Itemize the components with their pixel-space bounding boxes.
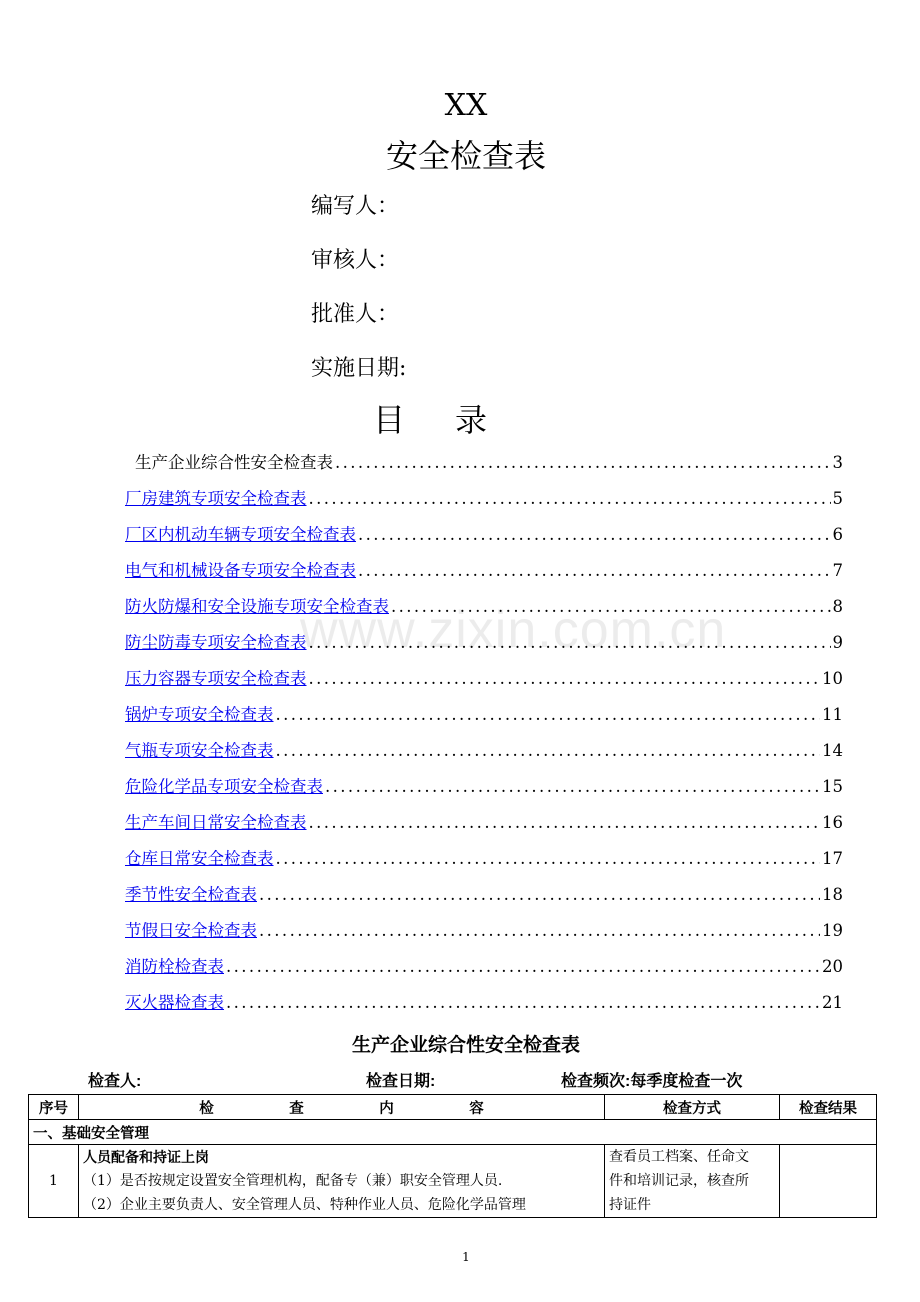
toc-entry[interactable] <box>125 844 843 874</box>
toc-entry[interactable] <box>125 484 843 514</box>
toc-entry-link[interactable]: 厂区内机动车辆专项安全检查表 <box>125 525 356 544</box>
toc-leader-dots <box>276 736 821 766</box>
toc-entry-link[interactable]: 厂房建筑专项安全检查表 <box>125 489 307 508</box>
toc-leader-dots <box>358 556 831 586</box>
item-result[interactable] <box>780 1145 877 1218</box>
toc-entry-link[interactable]: 生产车间日常安全检查表 <box>125 813 307 832</box>
item-content <box>79 1145 605 1218</box>
toc-entry[interactable] <box>125 916 843 946</box>
toc-leader-dots <box>226 952 820 982</box>
check-sheet-title: 生产企业综合性安全检查表 <box>351 1035 580 1056</box>
toc-entry-link[interactable]: 消防栓检查表 <box>125 957 224 976</box>
toc-leader-dots <box>226 988 820 1018</box>
toc-entry-link[interactable]: 气瓶专项安全检查表 <box>125 741 274 760</box>
document-title: 安全检查表 <box>385 137 546 175</box>
toc-page-number: 6 <box>832 525 843 544</box>
toc-entry[interactable] <box>125 808 843 838</box>
item-method <box>605 1145 780 1218</box>
toc-page-number: 10 <box>822 669 843 688</box>
toc-leader-dots <box>276 844 821 874</box>
method-line: 持证件 <box>609 1197 651 1213</box>
page-number: 1 <box>462 1250 470 1264</box>
toc-page-number: 3 <box>832 453 843 472</box>
toc-entry[interactable] <box>125 556 843 586</box>
toc-page-number: 15 <box>822 777 843 796</box>
toc-entry-label: 生产企业综合性安全检查表 <box>135 453 333 472</box>
toc-entry[interactable] <box>125 700 843 730</box>
inspection-date-label: 检查日期: <box>366 1073 436 1090</box>
watermark: www.zixin.com.cn <box>300 601 727 659</box>
toc-entry[interactable] <box>125 988 843 1018</box>
toc-entry <box>135 448 843 478</box>
author-field: 编写人： <box>311 194 400 219</box>
category-label: 一、基础安全管理 <box>29 1120 877 1145</box>
toc-leader-dots <box>259 916 820 946</box>
column-header-method: 检查方式 <box>605 1095 780 1120</box>
method-line: 件和培训记录，核查所 <box>609 1173 749 1189</box>
effective-date-field: 实施日期: <box>311 356 407 381</box>
toc-page-number: 8 <box>832 597 843 616</box>
column-header-no: 序号 <box>29 1095 79 1120</box>
toc-page-number: 14 <box>822 741 843 760</box>
toc-leader-dots <box>358 520 831 550</box>
toc-entry[interactable] <box>125 772 843 802</box>
column-header-result: 检查结果 <box>780 1095 877 1120</box>
toc-entry[interactable] <box>125 520 843 550</box>
toc-page-number: 7 <box>832 561 843 580</box>
toc-leader-dots <box>309 664 821 694</box>
toc-entry-link[interactable]: 压力容器专项安全检查表 <box>125 669 307 688</box>
inspection-frequency-label: 检查频次:每季度检查一次 <box>561 1073 743 1090</box>
toc-entry[interactable] <box>125 880 843 910</box>
reviewer-field: 审核人： <box>311 248 400 273</box>
inspector-label: 检查人: <box>88 1073 142 1090</box>
toc-leader-dots <box>309 484 831 514</box>
toc-leader-dots <box>335 448 831 478</box>
item-line: （2）企业主要负责人、安全管理人员、特种作业人员、危险化学品管理 <box>83 1197 526 1213</box>
toc-page-number: 21 <box>822 993 843 1012</box>
item-line: （1）是否按规定设置安全管理机构，配备专（兼）职安全管理人员. <box>83 1173 503 1189</box>
toc-leader-dots <box>325 772 820 802</box>
company-name: XX <box>444 88 488 123</box>
check-table <box>28 1094 877 1218</box>
table-row <box>29 1145 877 1218</box>
table-header-row <box>29 1095 877 1120</box>
toc-entry-link[interactable]: 防尘防毒专项安全检查表 <box>125 633 307 652</box>
toc-entry[interactable] <box>125 664 843 694</box>
toc-entry[interactable] <box>125 952 843 982</box>
toc-entry-link[interactable]: 危险化学品专项安全检查表 <box>125 777 323 796</box>
toc-page-number: 9 <box>832 633 843 652</box>
column-header-content: 检 查 内 容 <box>79 1095 605 1120</box>
toc-entry-link[interactable]: 仓库日常安全检查表 <box>125 849 274 868</box>
toc-page-number: 20 <box>822 957 843 976</box>
item-title: 人员配备和持证上岗 <box>83 1149 209 1165</box>
toc-leader-dots <box>309 808 821 838</box>
category-row <box>29 1120 877 1145</box>
item-number: 1 <box>29 1145 79 1218</box>
toc-entry-link[interactable]: 锅炉专项安全检查表 <box>125 705 274 724</box>
toc-entry-link[interactable]: 电气和机械设备专项安全检查表 <box>125 561 356 580</box>
toc-leader-dots <box>276 700 821 730</box>
toc-page-number: 18 <box>822 885 843 904</box>
toc-entry-link[interactable]: 季节性安全检查表 <box>125 885 257 904</box>
toc-page-number: 19 <box>822 921 843 940</box>
toc-leader-dots <box>259 880 820 910</box>
toc-entry-link[interactable]: 节假日安全检查表 <box>125 921 257 940</box>
toc-entry-link[interactable]: 防火防爆和安全设施专项安全检查表 <box>125 597 389 616</box>
toc-entry-link[interactable]: 灭火器检查表 <box>125 993 224 1012</box>
toc-heading: 目录 <box>372 401 537 439</box>
toc-page-number: 5 <box>832 489 843 508</box>
approver-field: 批准人： <box>311 302 400 327</box>
toc-page-number: 11 <box>822 705 843 724</box>
toc-page-number: 17 <box>822 849 843 868</box>
method-line: 查看员工档案、任命文 <box>609 1149 749 1165</box>
toc-entry[interactable] <box>125 736 843 766</box>
toc-page-number: 16 <box>822 813 843 832</box>
